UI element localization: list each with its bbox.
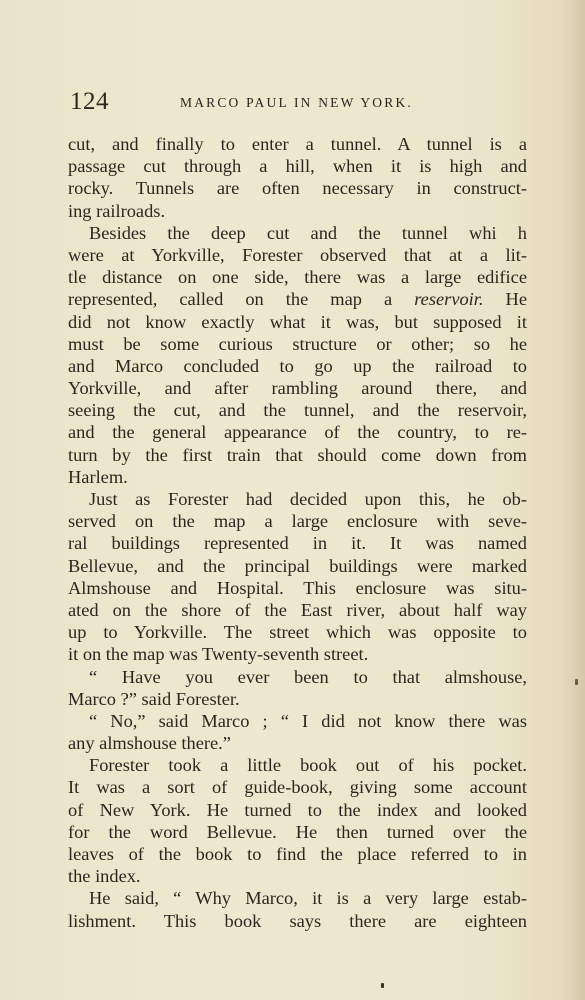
text-line: ated on the shore of the East river, about half way bbox=[68, 599, 527, 620]
text-line: Forester took a little book out of his pocket. bbox=[89, 755, 527, 776]
text-line: passage cut through a hill, when it is high and bbox=[68, 156, 527, 177]
text-line: Just as Forester had decided upon this, he ob- bbox=[89, 489, 527, 509]
italic-word: reservoir. bbox=[414, 289, 484, 310]
text-line: and Marco concluded to go up the railroad to bbox=[68, 355, 527, 376]
text-span: represented, called on the map a bbox=[68, 289, 415, 310]
text-line: He said, “ Why Marco, it is a very large estab- bbox=[89, 888, 527, 909]
page-number: 124 bbox=[70, 88, 109, 115]
text-line: served on the map a large enclosure with seve- bbox=[68, 511, 527, 532]
text-line: must be some curious structure or other; so he bbox=[68, 333, 527, 354]
text-line: the index. bbox=[68, 866, 141, 887]
text-line: seeing the cut, and the tunnel, and the reservoir, bbox=[68, 400, 527, 421]
text-line: turn by the first train that should come down from bbox=[68, 444, 527, 465]
margin-ink-mark bbox=[575, 679, 578, 685]
text-line: did not know exactly what it was, but supposed it bbox=[68, 311, 527, 332]
text-line: Bellevue, and the principal buildings were marked bbox=[68, 555, 527, 576]
text-line: cut, and finally to enter a tunnel. A tunnel is a bbox=[68, 134, 527, 154]
text-line: tle distance on one side, there was a large edifice bbox=[68, 267, 527, 288]
text-line: and the general appearance of the country, to re- bbox=[68, 422, 527, 443]
text-line: ral buildings represented in it. It was named bbox=[68, 533, 527, 554]
running-head: MARCO PAUL IN NEW YORK. bbox=[180, 95, 413, 110]
text-line: It was a sort of guide-book, giving some account bbox=[68, 777, 527, 798]
text-line: rocky. Tunnels are often necessary in construct- bbox=[68, 178, 527, 199]
text-line: Yorkville, and after rambling around there, and bbox=[68, 378, 527, 399]
text-line: it on the map was Twenty-seventh street. bbox=[68, 644, 369, 665]
text-line-with-italic bbox=[68, 288, 527, 310]
page-edge-shadow bbox=[563, 0, 585, 1000]
text-line: Marco ?” said Forester. bbox=[68, 688, 240, 709]
text-line: ing railroads. bbox=[68, 200, 166, 221]
text-line: were at Yorkville, Forester observed that at a lit- bbox=[68, 244, 527, 265]
text-line: up to Yorkville. The street which was opposite to bbox=[68, 622, 527, 643]
text-line: “ No,” said Marco ; “ I did not know there was bbox=[89, 710, 527, 731]
text-line: Harlem. bbox=[68, 466, 128, 487]
text-line: leaves of the book to find the place referred to in bbox=[68, 844, 527, 864]
text-line: any almshouse there.” bbox=[68, 733, 231, 754]
text-line: “ Have you ever been to that almshouse, bbox=[89, 666, 527, 687]
page-header bbox=[70, 88, 528, 118]
text-line: Besides the deep cut and the tunnel whi h bbox=[89, 222, 527, 243]
footer-ink-mark bbox=[381, 983, 384, 988]
text-line: Almshouse and Hospital. This enclosure was situ- bbox=[68, 577, 527, 598]
text-line: of New York. He turned to the index and looked bbox=[68, 799, 527, 820]
text-line: for the word Bellevue. He then turned over the bbox=[68, 821, 527, 842]
text-line: lishment. This book says there are eighteen bbox=[68, 910, 527, 931]
body-text bbox=[68, 133, 527, 932]
text-span: He bbox=[483, 289, 527, 310]
